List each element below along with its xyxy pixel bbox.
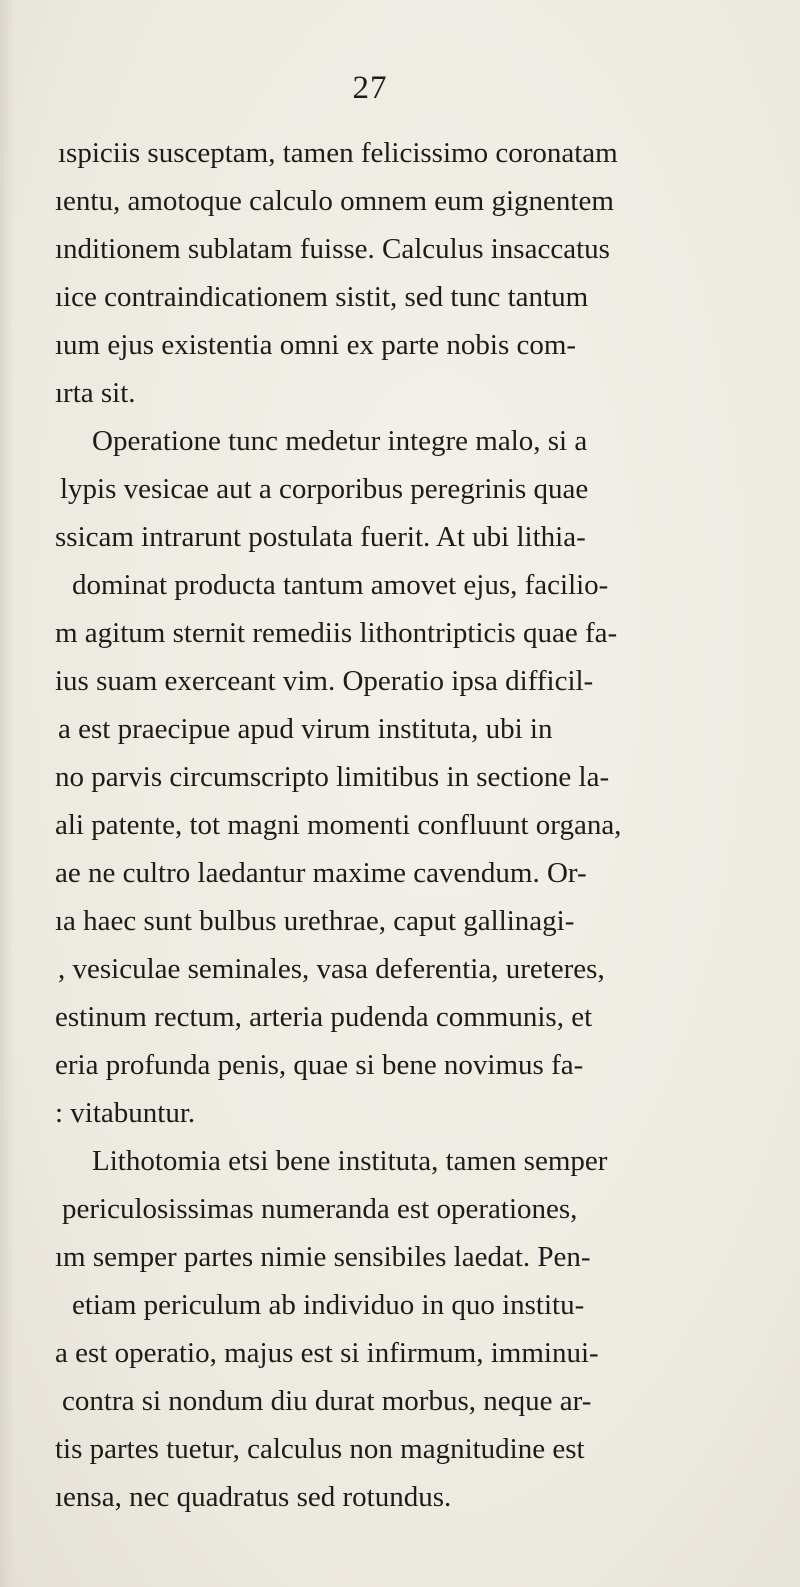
text-line: ıspiciis susceptam, tamen felicissimo coronatam bbox=[58, 137, 618, 169]
text-line: ıensa, nec quadratus sed rotundus. bbox=[55, 1481, 452, 1513]
text-line: ıa haec sunt bulbus urethrae, caput gallinagi- bbox=[55, 905, 575, 937]
text-line: tis partes tuetur, calculus non magnitudine est bbox=[55, 1433, 585, 1465]
text-line: Lithotomia etsi bene instituta, tamen semper bbox=[92, 1145, 608, 1177]
text-line: ae ne cultro laedantur maxime cavendum. Or- bbox=[55, 857, 587, 889]
text-line: estinum rectum, arteria pudenda communis, et bbox=[55, 1001, 593, 1033]
text-line: m agitum sternit remediis lithontripticis quae fa- bbox=[55, 617, 618, 649]
text-line: no parvis circumscripto limitibus in sectione la- bbox=[55, 761, 610, 793]
text-line: periculosissimas numeranda est operationes, bbox=[62, 1193, 578, 1225]
text-line: , vesiculae seminales, vasa deferentia, ureteres, bbox=[58, 953, 605, 985]
text-line: ım semper partes nimie sensibiles laedat. Pen- bbox=[55, 1241, 591, 1273]
text-line: contra si nondum diu durat morbus, neque ar- bbox=[62, 1385, 592, 1417]
page-number: 27 bbox=[352, 70, 388, 106]
text-line: ali patente, tot magni momenti confluunt organa, bbox=[55, 809, 622, 841]
page-gutter-shadow bbox=[0, 0, 14, 1587]
text-line: Operatione tunc medetur integre malo, si a bbox=[92, 425, 588, 457]
text-line: etiam periculum ab individuo in quo institu- bbox=[72, 1289, 585, 1321]
text-line: a est praecipue apud virum instituta, ubi in bbox=[58, 713, 553, 745]
text-line: lypis vesicae aut a corporibus peregrinis quae bbox=[60, 473, 589, 505]
text-line: ırta sit. bbox=[55, 377, 136, 409]
text-line: a est operatio, majus est si infirmum, imminui- bbox=[55, 1337, 599, 1369]
text-line: ssicam intrarunt postulata fuerit. At ubi lithia- bbox=[55, 521, 586, 553]
text-line: ıentu, amotoque calculo omnem eum gignentem bbox=[55, 185, 614, 217]
text-line: ıum ejus existentia omni ex parte nobis com- bbox=[55, 329, 577, 361]
text-line: eria profunda penis, quae si bene novimus fa- bbox=[55, 1049, 584, 1081]
text-line: ius suam exerceant vim. Operatio ipsa difficil- bbox=[55, 665, 594, 697]
text-line: : vitabuntur. bbox=[55, 1097, 196, 1129]
text-line: dominat producta tantum amovet ejus, facilio- bbox=[72, 569, 609, 601]
text-line: ıice contraindicationem sistit, sed tunc tantum bbox=[55, 281, 589, 313]
text-line: ınditionem sublatam fuisse. Calculus insaccatus bbox=[55, 233, 610, 265]
